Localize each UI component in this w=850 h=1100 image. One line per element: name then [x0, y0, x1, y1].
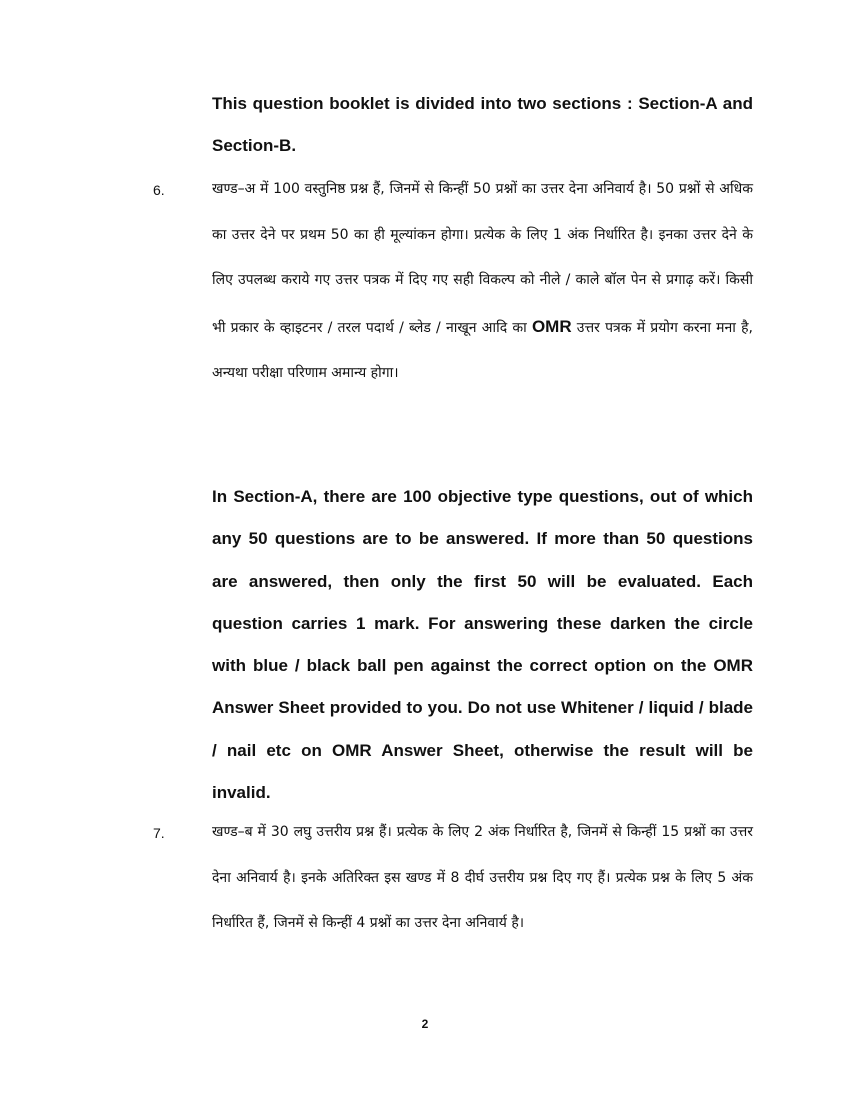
item-7-number: 7.: [153, 825, 165, 841]
item-6-english-block: [212, 476, 753, 814]
intro-block: [212, 83, 753, 168]
item-7-hindi-block: [212, 810, 753, 947]
item-6-hindi-text: [212, 167, 753, 397]
page-number: 2: [421, 1017, 429, 1031]
item-6-hindi-block: [212, 167, 753, 397]
item-6-hindi-part2: उत्तर पत्रक में प्रयोग करना मना है, अन्यथा परीक्षा परिणाम अमान्य होगा।: [212, 319, 754, 381]
item-6-hindi-part1: खण्ड–अ में 100 वस्तुनिष्ठ प्रश्न हैं, जिनमें से किन्हीं 50 प्रश्नों का उत्तर देना अनिवार्य है। 50 प्रश्नों से अधिक का उत्तर देने पर प्रथम 50 का ही मूल्यांकन होगा। प्रत्येक के लिए 1 अंक निर्धारित है। इनका उत्तर देने के लिए उपलब्ध कराये गए उत्तर पत्रक में दिए गए सही विकल्प को नीले / काले बॉल पेन से प्रगाढ़ करें। किसी भी प्रकार के व्हाइटनर / तरल पदार्थ / ब्लेड / नाखून आदि का: [212, 181, 753, 336]
intro-text: This question booklet is divided into two sections : Section-A and Section-B.: [212, 94, 753, 156]
item-6-omr-term: OMR: [531, 316, 572, 336]
item-6-english-text: In Section-A, there are 100 objective type questions, out of which any 50 questions are to be answered. If more than 50 questions are answered, then only the first 50 will be evaluated. Each question carries 1 mark. For answering these darken the circle with blue / black ball pen against the correct option on the OMR Answer Sheet provided to you. Do not use Whitener / liquid / blade / nail etc on OMR Answer Sheet, otherwise the result will be invalid.: [212, 487, 753, 803]
item-7-hindi-text: खण्ड–ब में 30 लघु उत्तरीय प्रश्न हैं। प्रत्येक के लिए 2 अंक निर्धारित है, जिनमें से किन्हीं 15 प्रश्नों का उत्तर देना अनिवार्य है। इनके अतिरिक्त इस खण्ड में 8 दीर्घ उत्तरीय प्रश्न दिए गए हैं। प्रत्येक प्रश्न के लिए 5 अंक निर्धारित हैं, जिनमें से किन्हीं 4 प्रश्नों का उत्तर देना अनिवार्य है।: [212, 824, 753, 931]
item-6-number: 6.: [153, 182, 165, 198]
